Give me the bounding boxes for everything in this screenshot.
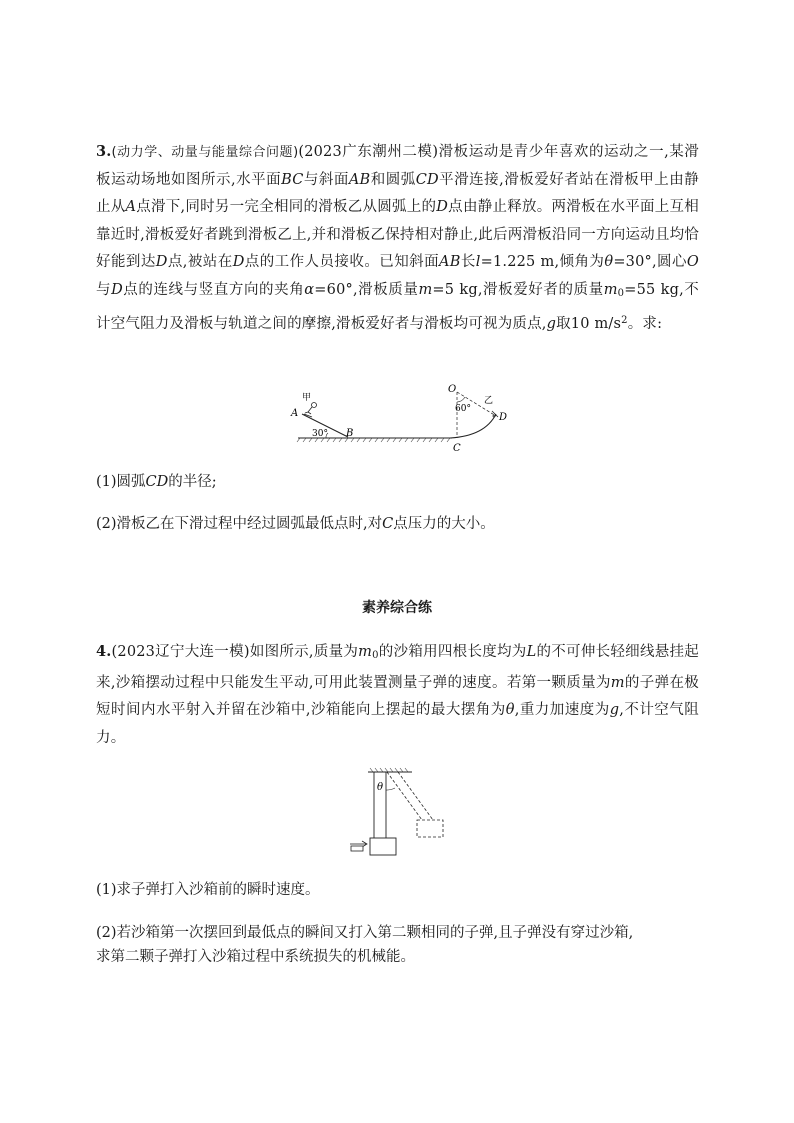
question-3-part-2: (2)滑板乙在下滑过程中经过圆弧最低点时,对C点压力的大小。 bbox=[96, 516, 495, 532]
label-angle-30: 30° bbox=[312, 429, 328, 439]
label-c: C bbox=[453, 443, 461, 454]
label-o: O bbox=[448, 384, 457, 395]
string-swung-right bbox=[398, 772, 433, 820]
sandbox-swung bbox=[417, 820, 443, 837]
question-4-text: 4.(2023辽宁大连一模)如图所示,质量为$m_0$的沙箱用四根长度均为L的不可伸长轻细线悬挂起来,沙箱摆动过程中只能发生平动,可用此装置测量子弹的速度。若第一颗质量为m的子弹在极短时间内水平射入并留在沙箱中,沙箱能向上摆起的最大摆角为θ,重力加速度为g,不计空气阻力。 bbox=[96, 643, 700, 746]
question-source: (2023辽宁大连一模) bbox=[111, 644, 250, 660]
question-4-part-2-line-1: (2)若沙箱第一次摆回到最低点的瞬间又打入第二颗相同的子弹,且子弹没有穿过沙箱, bbox=[96, 925, 634, 941]
label-b: B bbox=[346, 428, 354, 439]
skateboard-track-figure bbox=[280, 380, 520, 455]
label-jia: 甲 bbox=[302, 393, 312, 403]
section-title: 素养综合练 bbox=[362, 600, 432, 616]
question-3-part-1: (1)圆弧CD的半径; bbox=[96, 474, 217, 490]
bullet-arrow-icon bbox=[350, 841, 367, 851]
question-tag: (动力学、动量与能量综合问题) bbox=[111, 145, 299, 160]
question-4-part-1: (1)求子弹打入沙箱前的瞬时速度。 bbox=[96, 882, 320, 898]
ceiling-hatching bbox=[368, 768, 412, 772]
sandbox-rest bbox=[370, 838, 396, 855]
string-swung-left bbox=[387, 772, 422, 820]
label-angle-60: 60° bbox=[455, 404, 471, 414]
question-number: 4. bbox=[96, 643, 112, 660]
question-source: (2023广东潮州二模) bbox=[298, 144, 439, 160]
label-a: A bbox=[291, 408, 299, 419]
question-3-text: 3.(动力学、动量与能量综合问题)(2023广东潮州二模)滑板运动是青少年喜欢的运动之一,某滑板运动场地如图所示,水平面BC与斜面AB和圆弧CD平滑连接,滑板爱好者站在滑板甲上由静止从A点滑下,同时另一完全相同的滑板乙从圆弧上的D点由静止释放。两滑板在水平面上互相靠近时,滑板爱好者跳到滑板乙上,并和滑板乙保持相对静止,此后两滑板沿同一方向运动且均恰好能到达D点,被站在D点的工作人员接收。已知斜面AB长l=1.225 m,倾角为θ=30°,圆心O与D点的连线与竖直方向的夹角α=60°,滑板质量m=5 kg,滑板爱好者的质量$m_0=55$ kg,不计空气阻力及滑板与轨道之间的摩擦,滑板爱好者与滑板均可视为质点,g取10 $m/s^2$。求: bbox=[96, 143, 700, 332]
label-yi: 乙 bbox=[484, 396, 494, 406]
label-d: D bbox=[499, 412, 508, 423]
question-number: 3. bbox=[96, 143, 112, 160]
label-theta: θ bbox=[377, 782, 384, 793]
skateboarder-jia bbox=[304, 403, 317, 418]
question-4-part-2-line-2: 求第二颗子弹打入沙箱过程中系统损失的机械能。 bbox=[96, 949, 415, 965]
sandbox-pendulum-figure bbox=[340, 764, 450, 860]
